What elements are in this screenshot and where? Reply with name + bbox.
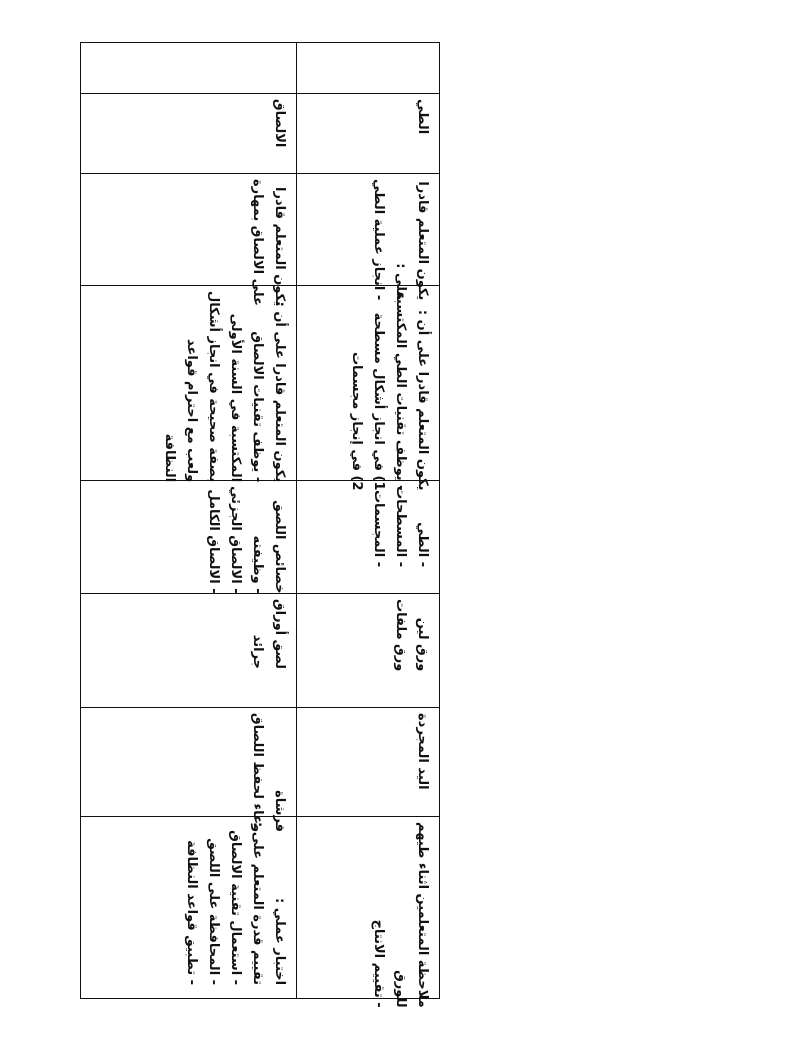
cell-line: يكون المتعلم قادرا (415, 181, 430, 301)
cell-line: - الالصاق الكامل (206, 489, 221, 594)
cell-line: 2) في إنجاز مجسمات (349, 351, 364, 491)
cell-line: يكون المتعلم قادرا على أن : (415, 309, 430, 491)
cell-line: بصفة صحيحة في انجاز أشكال (206, 291, 221, 483)
row-tay-cell-2 (296, 93, 439, 173)
cell-line: جرائد (250, 634, 265, 670)
cell-line: - الطي (415, 522, 430, 568)
cell-line: - انجاز عملية الطي (371, 179, 386, 301)
cell-line: - وظيفته (250, 535, 265, 594)
curriculum-table (80, 42, 440, 1008)
row-tay-cell-1 (296, 43, 439, 93)
cell-line: يكون المتعلم قادرا على أن : (272, 301, 287, 483)
cell-line: - يوظف تقنيات الالصاق (250, 331, 265, 483)
cell-text (345, 291, 433, 491)
cell-text (246, 713, 290, 832)
cell-text (202, 486, 290, 594)
cell-line: - المجسمات (371, 489, 386, 568)
row-ilsaq-cell-4 (81, 285, 296, 483)
row-tay-cell-6 (296, 593, 439, 707)
cell-line: ولعب مع احترام قواعد (184, 338, 199, 483)
cell-line: - المسطحات (393, 486, 408, 568)
cell-line: - المحافظة على اللصق (206, 838, 221, 986)
cell-line: النظافة (162, 433, 177, 483)
cell-line: 1) في انجاز أشكال مسطحة (371, 312, 386, 491)
cell-line: - الالصاق الجزئي (228, 486, 243, 594)
cell-line: اليد المجردة (415, 713, 430, 790)
cell-line: اختبار عملي : (272, 897, 287, 986)
row-ilsaq-cell-5 (81, 480, 296, 593)
cell-line: ورق ملفات (393, 599, 408, 672)
cell-line: - تقييم الانتاج (371, 919, 386, 1008)
row-ilsaq-cell-3 (81, 173, 296, 306)
cell-text (180, 822, 290, 985)
cell-line: وعاء لحفظ اللصاق (250, 713, 265, 833)
cell-line: على : (393, 263, 408, 301)
cell-text (411, 99, 433, 134)
cell-text (367, 822, 433, 1008)
cell-line: للورق (393, 970, 408, 1008)
row-tay-cell-7 (296, 707, 439, 816)
cell-line: تقييم قدرة المتعلم على : (250, 822, 265, 986)
cell-text (367, 179, 433, 300)
row-ilsaq-cell-8 (81, 816, 296, 1000)
cell-text (268, 99, 290, 147)
row-ilsaq-cell-1 (81, 43, 296, 93)
row-ilsaq-cell-6 (81, 593, 296, 707)
cell-line: ورق لين (415, 617, 430, 672)
cell-line: المكتسبة في السنة الأولى (228, 313, 243, 483)
cell-line: خصائص اللصق (272, 500, 287, 594)
row-tay-cell-3 (296, 173, 439, 301)
cell-text (389, 599, 433, 671)
cell-text (411, 713, 433, 790)
cell-line: على الالصاق بمهارة (250, 179, 265, 306)
cell-line: - تطبيق قواعد النظافة (184, 840, 199, 986)
cell-line: الالصاق (272, 99, 287, 148)
row-tay-cell-4 (296, 285, 439, 491)
cell-line: - استعمال تقنية الالصاق (228, 830, 243, 986)
cell-text (367, 486, 433, 567)
row-tay-cell-5 (296, 480, 439, 593)
cell-line: يكون المتعلم قادرا (272, 187, 287, 306)
cell-line: ملاحظة المتعلمين اثناء طيهم (415, 822, 430, 1008)
row-tay-cell-8 (296, 816, 439, 1008)
cell-line: الطي (415, 99, 430, 135)
cell-line: لصق أوراق (272, 599, 287, 670)
cell-text (158, 291, 290, 482)
row-ilsaq-cell-2 (81, 93, 296, 173)
cell-text (246, 599, 290, 669)
cell-line: - يوظف تقنيات الطي المكتسبة (393, 291, 408, 491)
row-ilsaq-cell-7 (81, 707, 296, 833)
cell-line: فرشاة (272, 790, 287, 833)
